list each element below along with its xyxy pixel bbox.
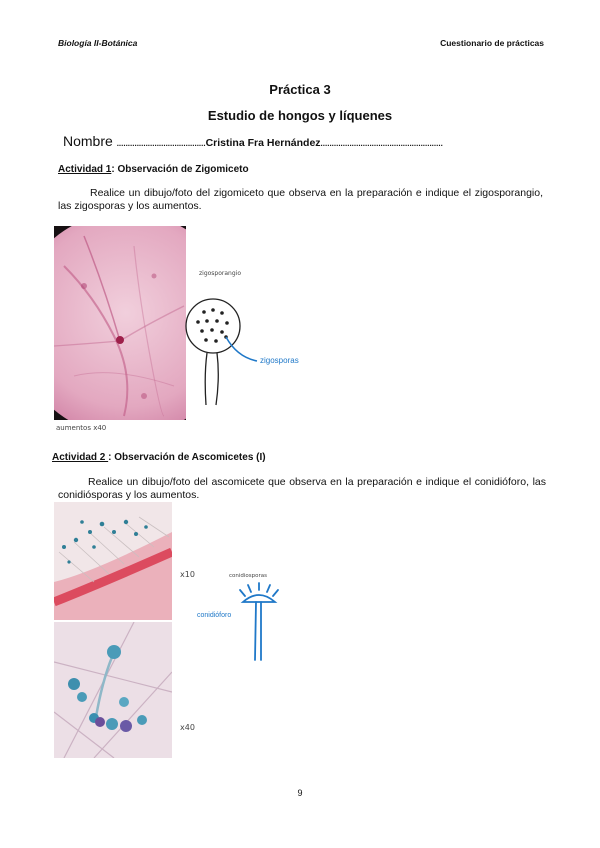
ascomicete-x10-label: x10	[180, 570, 195, 579]
conidioforo-label: conidióforo	[197, 612, 232, 619]
header-right: Cuestionario de prácticas	[440, 38, 544, 48]
zigosporangio-drawing	[182, 265, 332, 415]
nombre-line	[63, 133, 443, 149]
nombre-value: Cristina Fra Hernández	[205, 137, 321, 149]
ascomicete-micrograph-x10	[54, 502, 172, 620]
zigosporangio-label: zigosporangio	[199, 270, 241, 277]
zigosporas-pointer	[226, 337, 257, 361]
zigomiceto-micrograph	[54, 226, 186, 420]
ascomicete-x40-label: x40	[180, 723, 195, 732]
actividad2-title: : Observación de Ascomicetes (I)	[108, 452, 266, 463]
conidioforo-drawing	[235, 580, 305, 664]
zigomiceto-aumentos-label: aumentos x40	[56, 424, 107, 432]
actividad2-heading	[52, 452, 266, 463]
page-subtitle: Estudio de hongos y líquenes	[207, 108, 393, 123]
actividad2-instructions: Realice un dibujo/foto del ascomicete que observa en la preparación e indique el conidióforo, las conidiósporas y los aumentos.	[58, 476, 546, 501]
actividad1-instructions: Realice un dibujo/foto del zigomiceto que observa en la preparación e indique el zigosporangio, las zigosporas y los aumentos.	[58, 187, 543, 212]
ascomicete-photo-x40	[54, 622, 172, 758]
zigomiceto-photo	[54, 226, 186, 420]
ascomicete-micrograph-x40	[54, 622, 172, 758]
actividad2-label: Actividad 2	[52, 452, 109, 463]
zigosporas-dots	[196, 308, 229, 343]
actividad1-label: Actividad 1	[58, 164, 112, 175]
actividad1-title: : Observación de Zigomiceto	[111, 164, 249, 175]
nombre-label: Nombre	[63, 133, 113, 149]
nombre-dots-before: ........................................	[116, 139, 206, 148]
page-title: Práctica 3	[269, 82, 331, 97]
nombre-dots-after: .......................................................	[320, 139, 443, 148]
conidiosporas-label: conidiosporas	[229, 573, 268, 579]
page-number: 9	[297, 788, 303, 798]
actividad1-heading	[58, 164, 249, 175]
zigosporas-label: zigosporas	[260, 356, 299, 365]
ascomicete-photo-x10	[54, 502, 172, 620]
header-left: Biología II-Botánica	[58, 38, 138, 48]
